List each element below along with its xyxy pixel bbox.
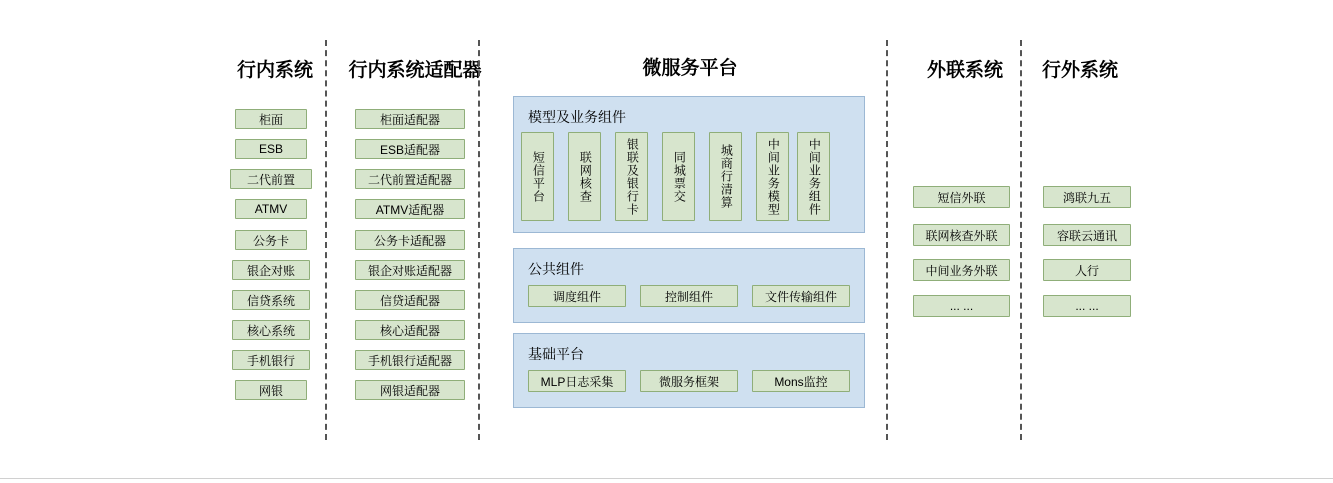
panel-title-common-components: 公共组件 bbox=[528, 261, 584, 277]
node-outside-system[interactable]: ... ... bbox=[1043, 295, 1131, 317]
node-inner-adapter[interactable]: 信贷适配器 bbox=[355, 290, 465, 310]
node-inner-system[interactable]: 信贷系统 bbox=[232, 290, 310, 310]
node-inner-system[interactable]: ATMV bbox=[235, 199, 307, 219]
node-outside-system[interactable]: 人行 bbox=[1043, 259, 1131, 281]
node-inner-adapter[interactable]: ESB适配器 bbox=[355, 139, 465, 159]
column-title-outside-systems: 行外系统 bbox=[1041, 60, 1118, 81]
divider-1 bbox=[325, 40, 327, 440]
node-inner-system[interactable]: ESB bbox=[235, 139, 307, 159]
column-title-external-link-systems: 外联系统 bbox=[926, 60, 1003, 81]
node-inner-system[interactable]: 二代前置 bbox=[230, 169, 312, 189]
node-common-component[interactable]: 控制组件 bbox=[640, 285, 738, 307]
node-model-component[interactable]: 城商行清算 bbox=[709, 132, 742, 221]
node-model-component[interactable]: 联网核查 bbox=[568, 132, 601, 221]
column-title-inner-systems: 行内系统 bbox=[236, 60, 313, 81]
node-model-component[interactable]: 中间业务组件 bbox=[797, 132, 830, 221]
node-inner-system[interactable]: 核心系统 bbox=[232, 320, 310, 340]
panel-title-model-business-components: 模型及业务组件 bbox=[528, 109, 626, 125]
node-external-link-system[interactable]: 联网核查外联 bbox=[913, 224, 1010, 246]
node-inner-adapter[interactable]: 公务卡适配器 bbox=[355, 230, 465, 250]
node-inner-adapter[interactable]: 银企对账适配器 bbox=[355, 260, 465, 280]
node-external-link-system[interactable]: ... ... bbox=[913, 295, 1010, 317]
node-inner-adapter[interactable]: ATMV适配器 bbox=[355, 199, 465, 219]
node-outside-system[interactable]: 鸿联九五 bbox=[1043, 186, 1131, 208]
column-title-microservice-platform: 微服务平台 bbox=[642, 58, 738, 79]
node-base-component[interactable]: MLP日志采集 bbox=[528, 370, 626, 392]
node-inner-system[interactable]: 银企对账 bbox=[232, 260, 310, 280]
node-model-component[interactable]: 同城票交 bbox=[662, 132, 695, 221]
node-inner-adapter[interactable]: 手机银行适配器 bbox=[355, 350, 465, 370]
node-inner-system[interactable]: 公务卡 bbox=[235, 230, 307, 250]
node-model-component[interactable]: 银联及银行卡 bbox=[615, 132, 648, 221]
node-external-link-system[interactable]: 短信外联 bbox=[913, 186, 1010, 208]
node-inner-adapter[interactable]: 网银适配器 bbox=[355, 380, 465, 400]
node-inner-adapter[interactable]: 核心适配器 bbox=[355, 320, 465, 340]
panel-title-base-platform: 基础平台 bbox=[528, 346, 584, 362]
divider-4 bbox=[1020, 40, 1022, 440]
node-inner-system[interactable]: 柜面 bbox=[235, 109, 307, 129]
node-model-component[interactable]: 中间业务模型 bbox=[756, 132, 789, 221]
node-base-component[interactable]: Mons监控 bbox=[752, 370, 850, 392]
divider-2 bbox=[478, 40, 480, 440]
node-external-link-system[interactable]: 中间业务外联 bbox=[913, 259, 1010, 281]
node-inner-system[interactable]: 网银 bbox=[235, 380, 307, 400]
node-common-component[interactable]: 调度组件 bbox=[528, 285, 626, 307]
node-outside-system[interactable]: 容联云通讯 bbox=[1043, 224, 1131, 246]
column-title-inner-adapters: 行内系统适配器 bbox=[348, 60, 482, 81]
node-inner-adapter[interactable]: 柜面适配器 bbox=[355, 109, 465, 129]
page-bottom-edge bbox=[0, 478, 1333, 483]
node-inner-adapter[interactable]: 二代前置适配器 bbox=[355, 169, 465, 189]
node-base-component[interactable]: 微服务框架 bbox=[640, 370, 738, 392]
node-inner-system[interactable]: 手机银行 bbox=[232, 350, 310, 370]
divider-3 bbox=[886, 40, 888, 440]
node-common-component[interactable]: 文件传输组件 bbox=[752, 285, 850, 307]
node-model-component[interactable]: 短信平台 bbox=[521, 132, 554, 221]
